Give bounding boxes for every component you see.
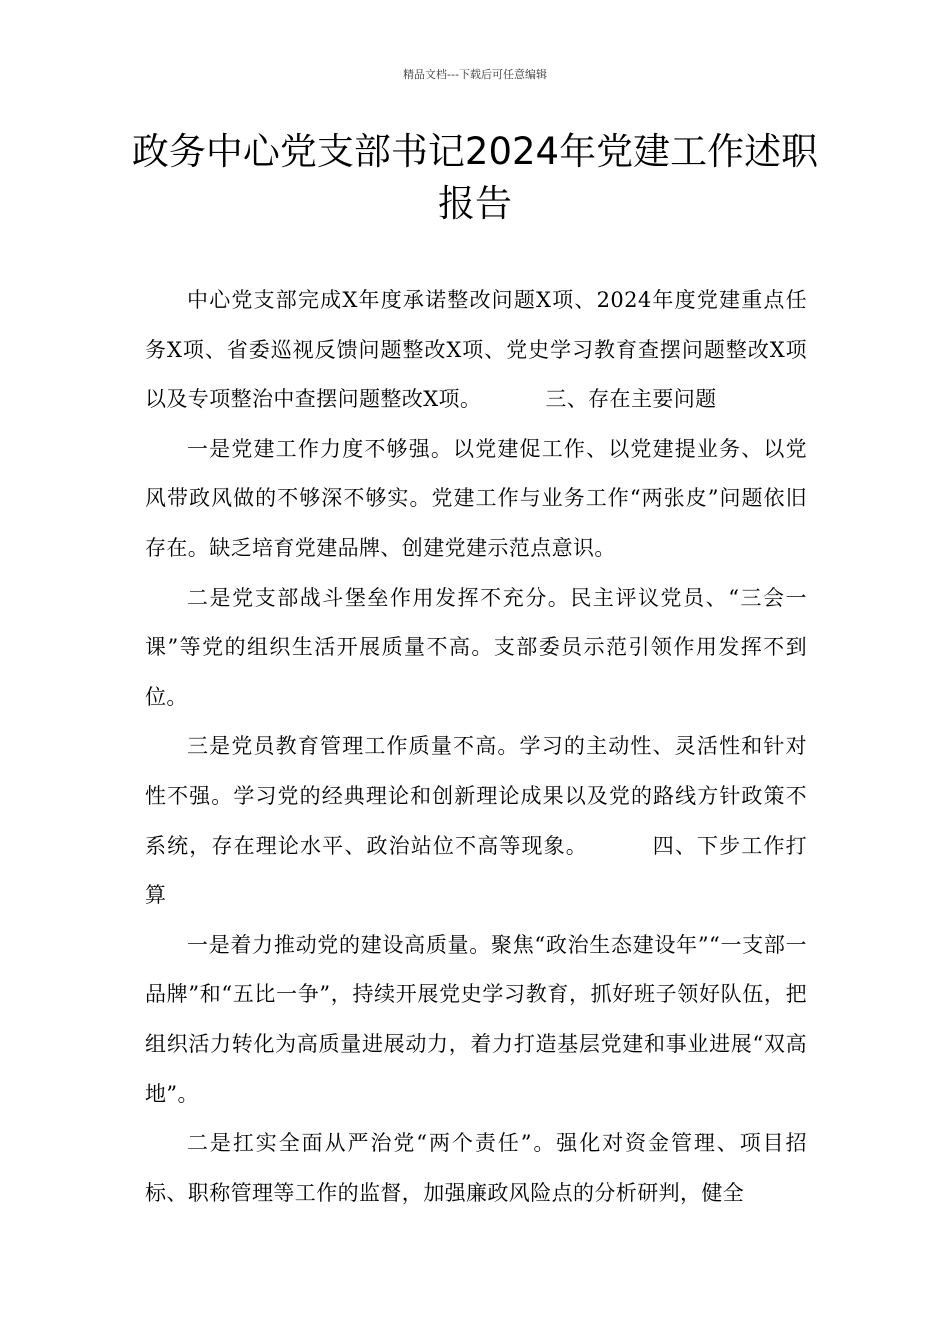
paragraph-5: 一是着力推动党的建设高质量。聚焦“政治生态建设年”“一支部一品牌”和“五比一争”，持续开展党史学习教育，抓好班子领好队伍，把组织活力转化为高质量进展动力，着力打造基层党建和事业进展“双高地”。 — [145, 932, 807, 1106]
paragraph-1-text: 中心党支部完成X年度承诺整改问题X项、2024年度党建重点任务X项、省委巡视反馈问题整改X项、党史学习教育查摆问题整改X项以及专项整治中查摆问题整改X项。 — [145, 288, 807, 412]
section-heading-next-steps: 四、下步工作打算 — [145, 833, 807, 908]
paragraph-6: 二是扛实全面从严治党“两个责任”。强化对资金管理、项目招标、职称管理等工作的监督，加强廉政风险点的分析研判，健全 — [145, 1131, 807, 1205]
paragraph-1 — [145, 276, 807, 425]
paragraph-4 — [145, 722, 807, 920]
paragraph-4-text: 三是党员教育管理工作质量不高。学习的主动性、灵活性和针对性不强。学习党的经典理论和创新理论成果以及党的路线方针政策不系统，存在理论水平、政治站位不高等现象。 — [145, 734, 807, 858]
document-title: 政务中心党支部书记2024年党建工作述职报告 — [131, 130, 819, 225]
section-heading-problems: 三、存在主要问题 — [545, 387, 717, 412]
paragraph-3: 二是党支部战斗堡垒作用发挥不充分。民主评议党员、“三会一课”等党的组织生活开展质量不高。支部委员示范引领作用发挥不到位。 — [145, 585, 807, 709]
document-body — [145, 276, 807, 1218]
paragraph-2: 一是党建工作力度不够强。以党建促工作、以党建提业务、以党风带政风做的不够深不够实。党建工作与业务工作“两张皮”问题依旧存在。缺乏培育党建品牌、创建党建示范点意识。 — [145, 436, 807, 560]
page-header-note: 精品文档---下载后可任意编辑 — [403, 68, 547, 81]
